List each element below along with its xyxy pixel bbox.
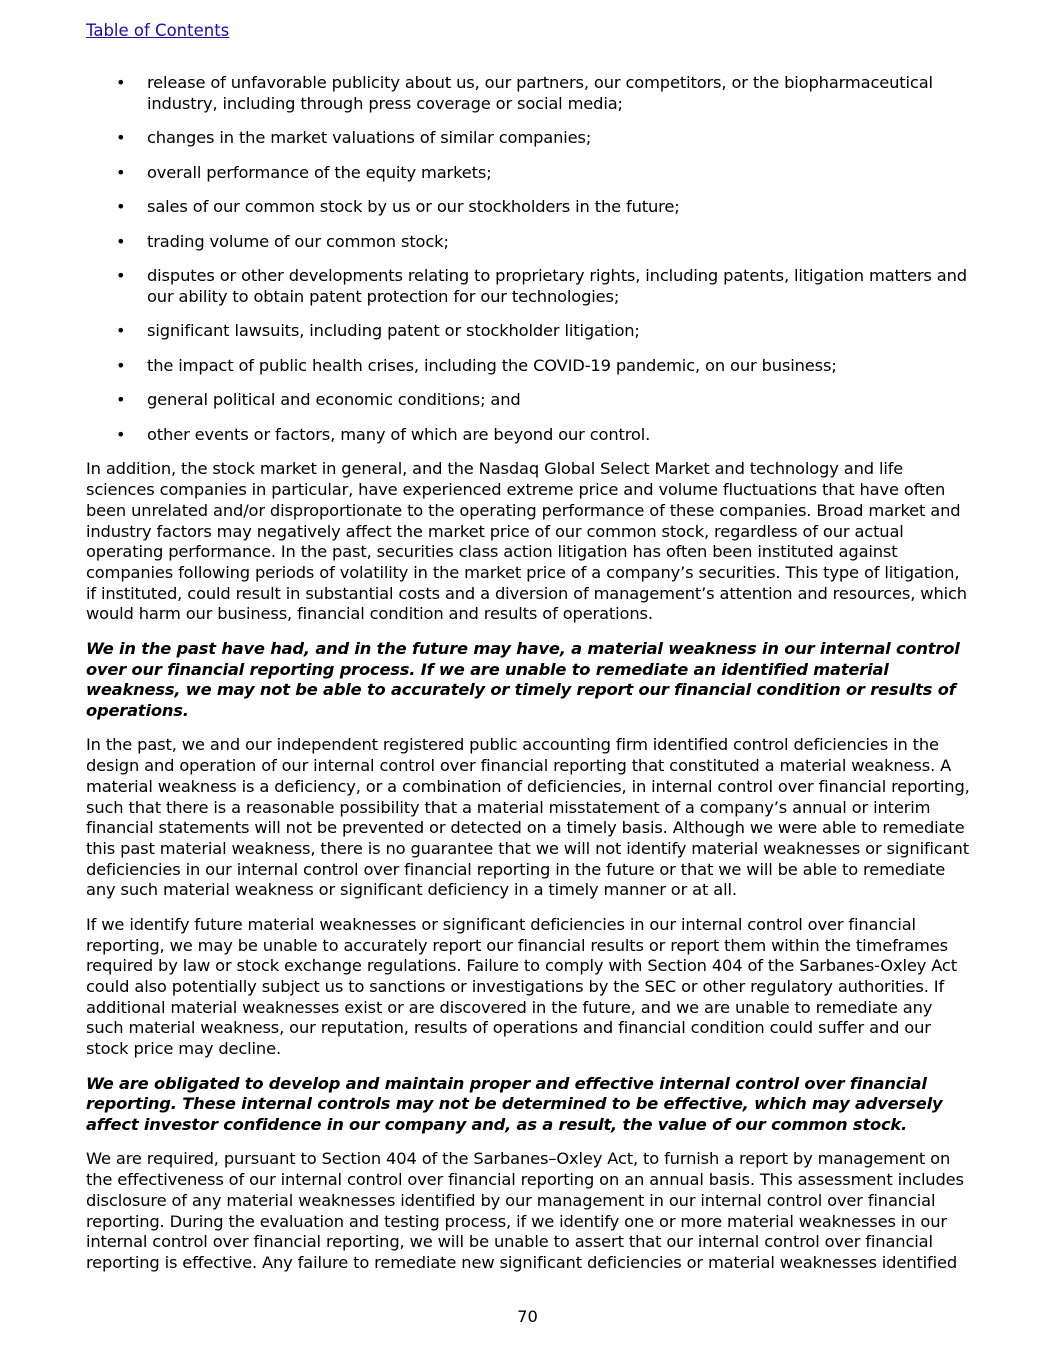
market-volatility-paragraph: In addition, the stock market in general, and the Nasdaq Global Select Market and technology and life sciences companies in particular, have experienced extreme price and volume fluctuations that have often been unrelated and/or disproportionate to the operating performance of these companies. Broad market and industry factors may negatively affect the market price of our common stock, regardless of our actual operating performance. In the past, securities class action litigation has often been instituted against companies following periods of volatility in the market price of a company’s securities. This type of litigation, if instituted, could result in substantial costs and a diversion of management’s attention and resources, which would harm our business, financial condition and results of operations. [86,459,967,624]
section-404-paragraph: We are required, pursuant to Section 404 of the Sarbanes–Oxley Act, to furnish a report by management on the effectiveness of our internal control over financial reporting on an annual basis. This assessment includes disclosure of any material weaknesses identified by our management in our internal control over financial reporting. During the evaluation and testing process, if we identify one or more material weaknesses in our internal control over financial reporting, we will be unable to assert that our internal control over financial reporting is effective. Any failure to remediate new significant deficiencies or material weaknesses identified [86,1149,964,1272]
future-material-weakness-paragraph: If we identify future material weaknesses or significant deficiencies in our internal control over financial reporting, we may be unable to accurately report our financial results or report them within the timeframes required by law or stock exchange regulations. Failure to comply with Section 404 of the Sarbanes-Oxley Act could also potentially subject us to sanctions or investigations by the SEC or other regulatory authorities. If additional material weaknesses exist or are discovered in the future, and we are unable to remediate any such material weakness, our reputation, results of operations and financial condition could suffer and our stock price may decline. [86,914,957,1059]
list-item-text: disputes or other developments relating to proprietary rights, including patents, litigation matters and our ability to obtain patent protection for our technologies; [147,266,967,306]
list-item [86,163,970,184]
list-item-text: general political and economic conditions; and [147,390,521,410]
list-item [86,390,970,411]
list-item [86,232,970,253]
list-item-text: the impact of public health crises, including the COVID-19 pandemic, on our business; [147,355,837,375]
bullet-icon: • [116,162,126,182]
list-item-text: release of unfavorable publicity about us, our partners, our competitors, or the biopharmaceutical industry, including through press coverage or social media; [147,73,933,113]
list-item-text: significant lawsuits, including patent or stockholder litigation; [147,321,640,341]
list-item [86,356,970,377]
list-item [86,197,970,218]
table-of-contents-link[interactable]: Table of Contents [86,21,230,40]
list-item-text: trading volume of our common stock; [147,231,449,251]
bullet-icon: • [116,73,126,92]
bullet-icon: • [116,231,126,251]
material-weakness-heading: We in the past have had, and in the future may have, a material weakness in our internal control over our financial reporting process. If we are unable to remediate an identified material weakness, we may not be able to accurately or timely report our financial condition or results of operations. [86,638,960,720]
page-number: 70 [517,1307,538,1326]
bullet-icon: • [116,128,126,148]
list-item [86,425,970,446]
bullet-icon: • [116,355,126,375]
list-item-text: overall performance of the equity markets; [147,162,492,182]
bullet-icon: • [116,321,126,341]
document-body [86,73,970,1288]
list-item [86,266,970,307]
list-item-text: changes in the market valuations of similar companies; [147,128,592,148]
past-material-weakness-paragraph: In the past, we and our independent registered public accounting firm identified control deficiencies in the design and operation of our internal control over financial reporting that constituted a material weakness. A material weakness is a deficiency, or a combination of deficiencies, in internal control over financial reporting, such that there is a reasonable possibility that a material misstatement of a company’s annual or interim financial statements will not be prevented or detected on a timely basis. Although we were able to remediate this past material weakness, there is no guarantee that we will not identify material weaknesses or significant deficiencies in our internal control over financial reporting in the future or that we will be able to remediate any such material weakness or significant deficiency in a timely manner or at all. [86,735,970,900]
list-item [86,128,970,149]
bullet-icon: • [116,390,126,410]
bullet-icon: • [116,424,126,444]
bullet-icon: • [116,197,126,217]
list-item-text: sales of our common stock by us or our stockholders in the future; [147,197,680,217]
internal-control-heading: We are obligated to develop and maintain proper and effective internal control over financial reporting. These internal controls may not be determined to be effective, which may adversely affect investor confidence in our company and, as a result, the value of our common stock. [86,1073,943,1134]
bullet-icon: • [116,266,126,286]
list-item [86,321,970,342]
risk-factor-bullet-list [86,73,970,446]
list-item [86,73,970,114]
list-item-text: other events or factors, many of which are beyond our control. [147,424,651,444]
